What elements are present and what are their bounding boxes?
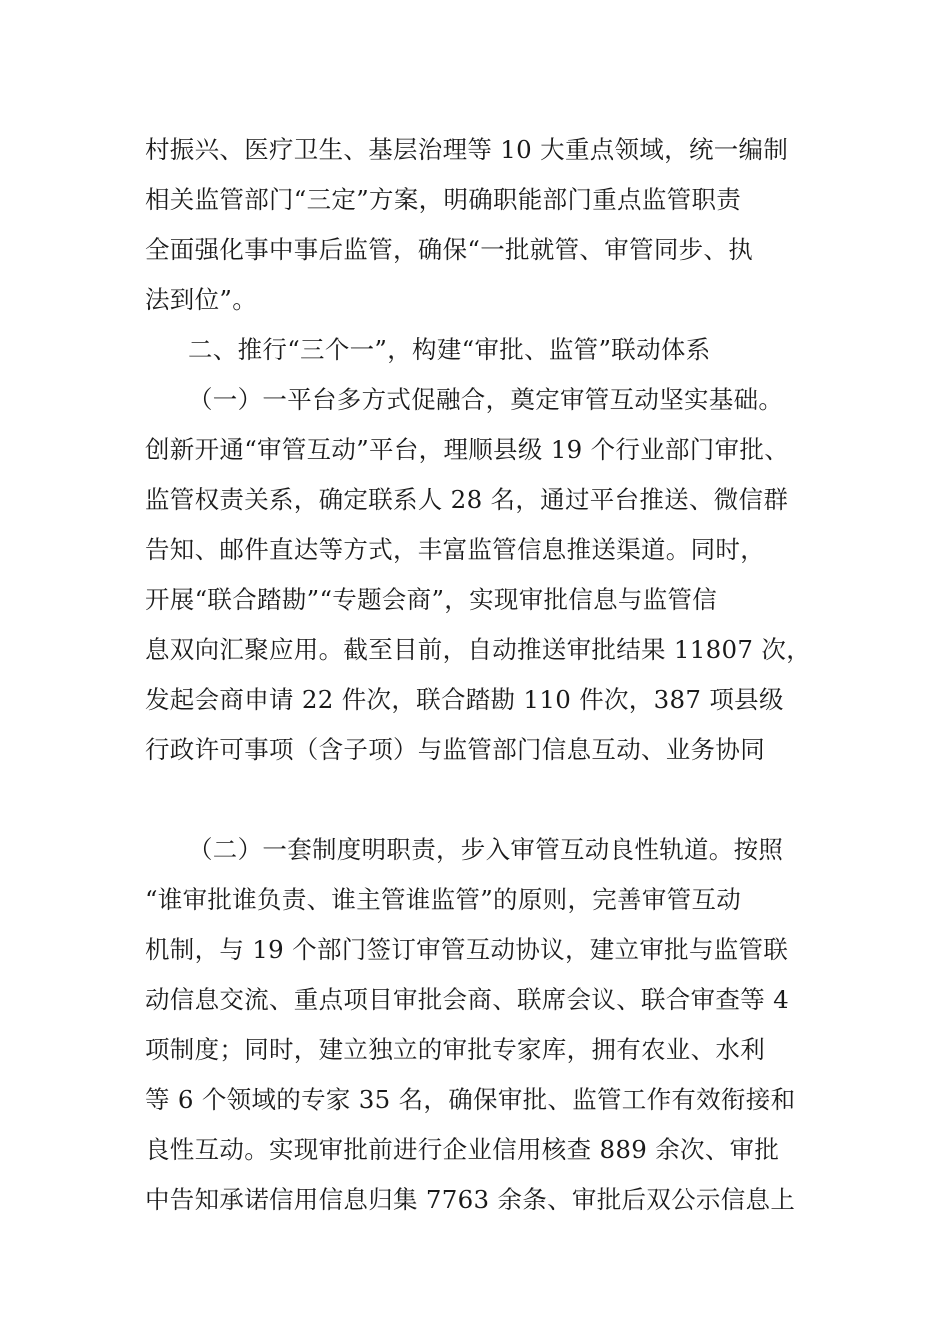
paragraph-line: 中告知承诺信用信息归集 7763 余条、审批后双公示信息上 — [145, 1185, 796, 1214]
paragraph-line: 创新开通“审管互动”平台，理顺县级 19 个行业部门审批、 — [145, 435, 789, 464]
paragraph-line: 动信息交流、重点项目审批会商、联席会议、联合审查等 4 — [145, 985, 789, 1014]
paragraph-line: 法到位”。 — [145, 285, 258, 314]
paragraph-line: 村振兴、医疗卫生、基层治理等 10 大重点领域，统一编制 — [145, 135, 789, 164]
subsection-heading: （一）一平台多方式促融合，奠定审管互动坚实基础。 — [188, 385, 784, 414]
paragraph-line: 项制度；同时，建立独立的审批专家库，拥有农业、水利 — [145, 1035, 765, 1064]
paragraph-line: 行政许可事项（含子项）与监管部门信息互动、业务协同 — [145, 735, 765, 764]
paragraph-line: 监管权责关系，确定联系人 28 名，通过平台推送、微信群 — [145, 485, 789, 514]
paragraph-line: 发起会商申请 22 件次，联合踏勘 110 件次，387 项县级 — [145, 685, 784, 714]
paragraph-line: 等 6 个领域的专家 35 名，确保审批、监管工作有效衔接和 — [145, 1085, 796, 1114]
subsection-heading: （二）一套制度明职责，步入审管互动良性轨道。按照 — [188, 835, 784, 864]
paragraph-line: 全面强化事中事后监管，确保“一批就管、审管同步、执 — [145, 235, 754, 264]
section-heading: 二、推行“三个一”，构建“审批、监管”联动体系 — [188, 335, 711, 364]
paragraph-line: “谁审批谁负责、谁主管谁监管”的原则，完善审管互动 — [145, 885, 742, 914]
paragraph-line: 相关监管部门“三定”方案，明确职能部门重点监管职责 — [145, 185, 742, 214]
paragraph-line: 息双向汇聚应用。截至目前，自动推送审批结果 11807 次， — [145, 635, 812, 664]
paragraph-line: 机制，与 19 个部门签订审管互动协议，建立审批与监管联 — [145, 935, 789, 964]
paragraph-line: 良性互动。实现审批前进行企业信用核查 889 余次、审批 — [145, 1135, 780, 1164]
paragraph-line: 开展“联合踏勘”“专题会商”，实现审批信息与监管信 — [145, 585, 718, 614]
paragraph-line: 告知、邮件直达等方式，丰富监管信息推送渠道。同时， — [145, 535, 765, 564]
